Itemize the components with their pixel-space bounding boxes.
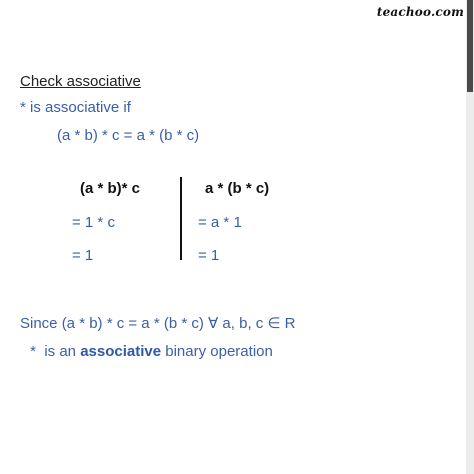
left-column-step-2: = 1	[72, 247, 94, 264]
conclusion-prefix: * is an	[26, 343, 81, 360]
conclusion-line-1: Since (a * b) * c = a * (b * c) ∀ a, b, c ∈ R	[20, 315, 296, 332]
definition-line-2: (a * b) * c = a * (b * c)	[57, 127, 200, 144]
conclusion-line-2	[26, 343, 273, 361]
left-column-step-1: = 1 * c	[72, 214, 115, 231]
left-column-header: (a * b)* c	[80, 180, 141, 197]
right-column-step-1: = a * 1	[198, 214, 242, 231]
conclusion-suffix: binary operation	[161, 343, 273, 360]
right-column-header: a * (b * c)	[205, 180, 270, 197]
conclusion-bold-word: associative	[80, 343, 162, 360]
right-column-step-2: = 1	[198, 247, 220, 264]
definition-line-1: * is associative if	[20, 99, 131, 116]
scrollbar-thumb[interactable]	[467, 0, 473, 92]
section-heading: Check associative	[20, 73, 141, 90]
column-divider	[180, 177, 182, 260]
scrollbar[interactable]	[466, 0, 474, 474]
teachoo-watermark: teachoo.com	[376, 5, 464, 19]
